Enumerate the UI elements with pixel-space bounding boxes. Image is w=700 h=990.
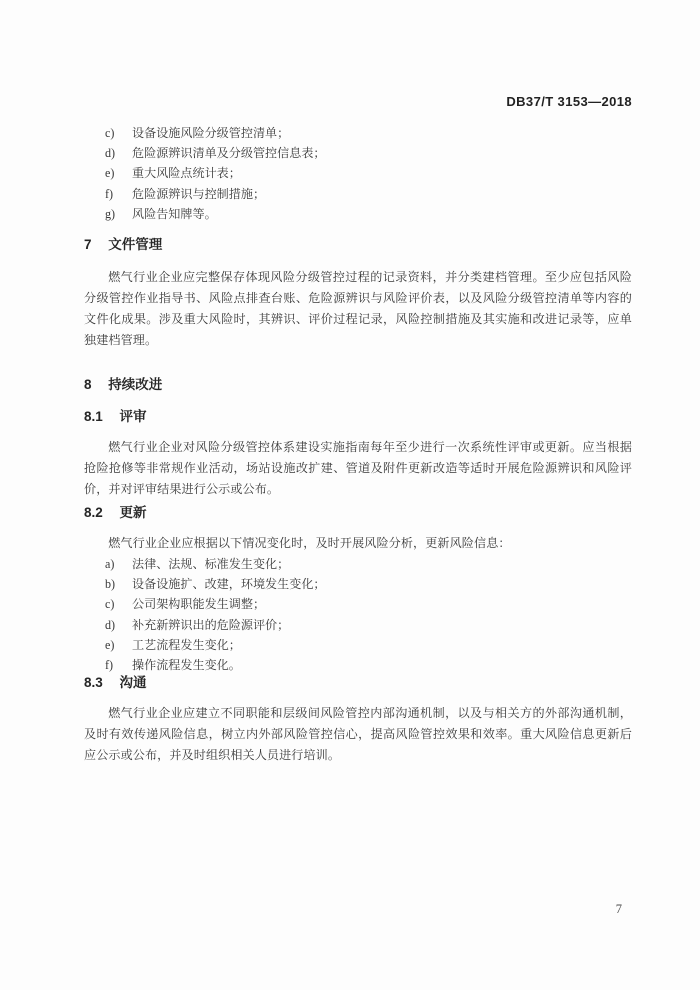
page-number: 7 [615,902,622,916]
section-title: 更新 [119,505,147,521]
list-item-label: f) [105,186,114,201]
section-title: 评审 [119,409,147,425]
section-8-2-list [84,554,632,675]
list-item-label: d) [105,146,116,161]
document-list-c-to-g [84,123,632,224]
section-number: 8 [84,377,92,393]
page-content [84,94,632,766]
list-item [105,143,632,163]
list-item-label: c) [105,597,115,612]
list-item-text: 操作流程发生变化。 [132,658,241,673]
section-number: 8.2 [84,505,103,521]
section-title: 持续改进 [108,377,163,393]
list-item [105,163,632,183]
section-title: 沟通 [119,675,147,691]
list-item [105,615,632,635]
section-title: 文件管理 [108,237,163,253]
list-item-text: 风险告知牌等。 [132,206,217,221]
list-item-text: 重大风险点统计表； [132,166,241,181]
list-item-text: 工艺流程发生变化； [132,637,241,652]
list-item-text: 设备设施扩、改建，环境发生变化； [132,577,326,592]
list-item [105,184,632,204]
list-item-label: e) [105,637,115,652]
list-item-text: 危险源辨识清单及分级管控信息表； [132,146,326,161]
list-item-label: f) [105,658,114,673]
section-7-heading [84,237,632,252]
list-item [105,635,632,655]
section-8-1-heading [84,409,632,424]
list-item-text: 法律、法规、标准发生变化； [132,557,290,572]
list-item-label: c) [105,126,115,140]
list-item [105,554,632,574]
list-item-text: 设备设施风险分级管控清单； [132,126,290,140]
list-item-label: e) [105,166,115,181]
section-8-1-paragraph: 燃气行业企业对风险分级管控体系建设实施指南每年至少进行一次系统性评审或更新。应当根据抢险抢修等非常规作业活动，场站设施改扩建、管道及附件更新改造等适时开展危险源辨识和风险评价，并对评审结果进行公示或公布。 [84,440,632,497]
list-item-label: b) [105,577,116,592]
section-number: 8.3 [84,675,103,691]
list-item [105,123,632,143]
section-number: 7 [84,237,92,253]
section-8-2-intro: 燃气行业企业应根据以下情况变化时，及时开展风险分析，更新风险信息： [108,536,511,551]
section-number: 8.1 [84,409,103,425]
list-item-text: 补充新辨识出的危险源评价； [132,617,290,632]
section-8-2-heading [84,505,632,520]
list-item [105,594,632,614]
section-8-heading [84,377,632,392]
list-item-label: d) [105,617,116,632]
list-item-text: 危险源辨识与控制措施； [132,186,266,201]
standard-code-header: DB37/T 3153—2018 [506,94,632,109]
section-8-3-heading [84,675,632,690]
list-item [105,204,632,224]
list-item-text: 公司架构职能发生调整； [132,597,266,612]
list-item-label: g) [105,206,116,221]
section-7-paragraph: 燃气行业企业应完整保存体现风险分级管控过程的记录资料，并分类建档管理。至少应包括风险分级管控作业指导书、风险点排查台账、危险源辨识与风险评价表，以及风险分级管控清单等内容的文件化成果。涉及重大风险时，其辨识、评价过程记录，风险控制措施及其实施和改进记录等，应单独建档管理。 [84,270,632,348]
list-item [105,655,632,675]
section-8-3-paragraph: 燃气行业企业应建立不同职能和层级间风险管控内部沟通机制，以及与相关方的外部沟通机制，及时有效传递风险信息，树立内外部风险管控信心，提高风险管控效果和效率。重大风险信息更新后应公示或公布，并及时组织相关人员进行培训。 [84,706,632,763]
list-item [105,574,632,594]
list-item-label: a) [105,557,115,572]
